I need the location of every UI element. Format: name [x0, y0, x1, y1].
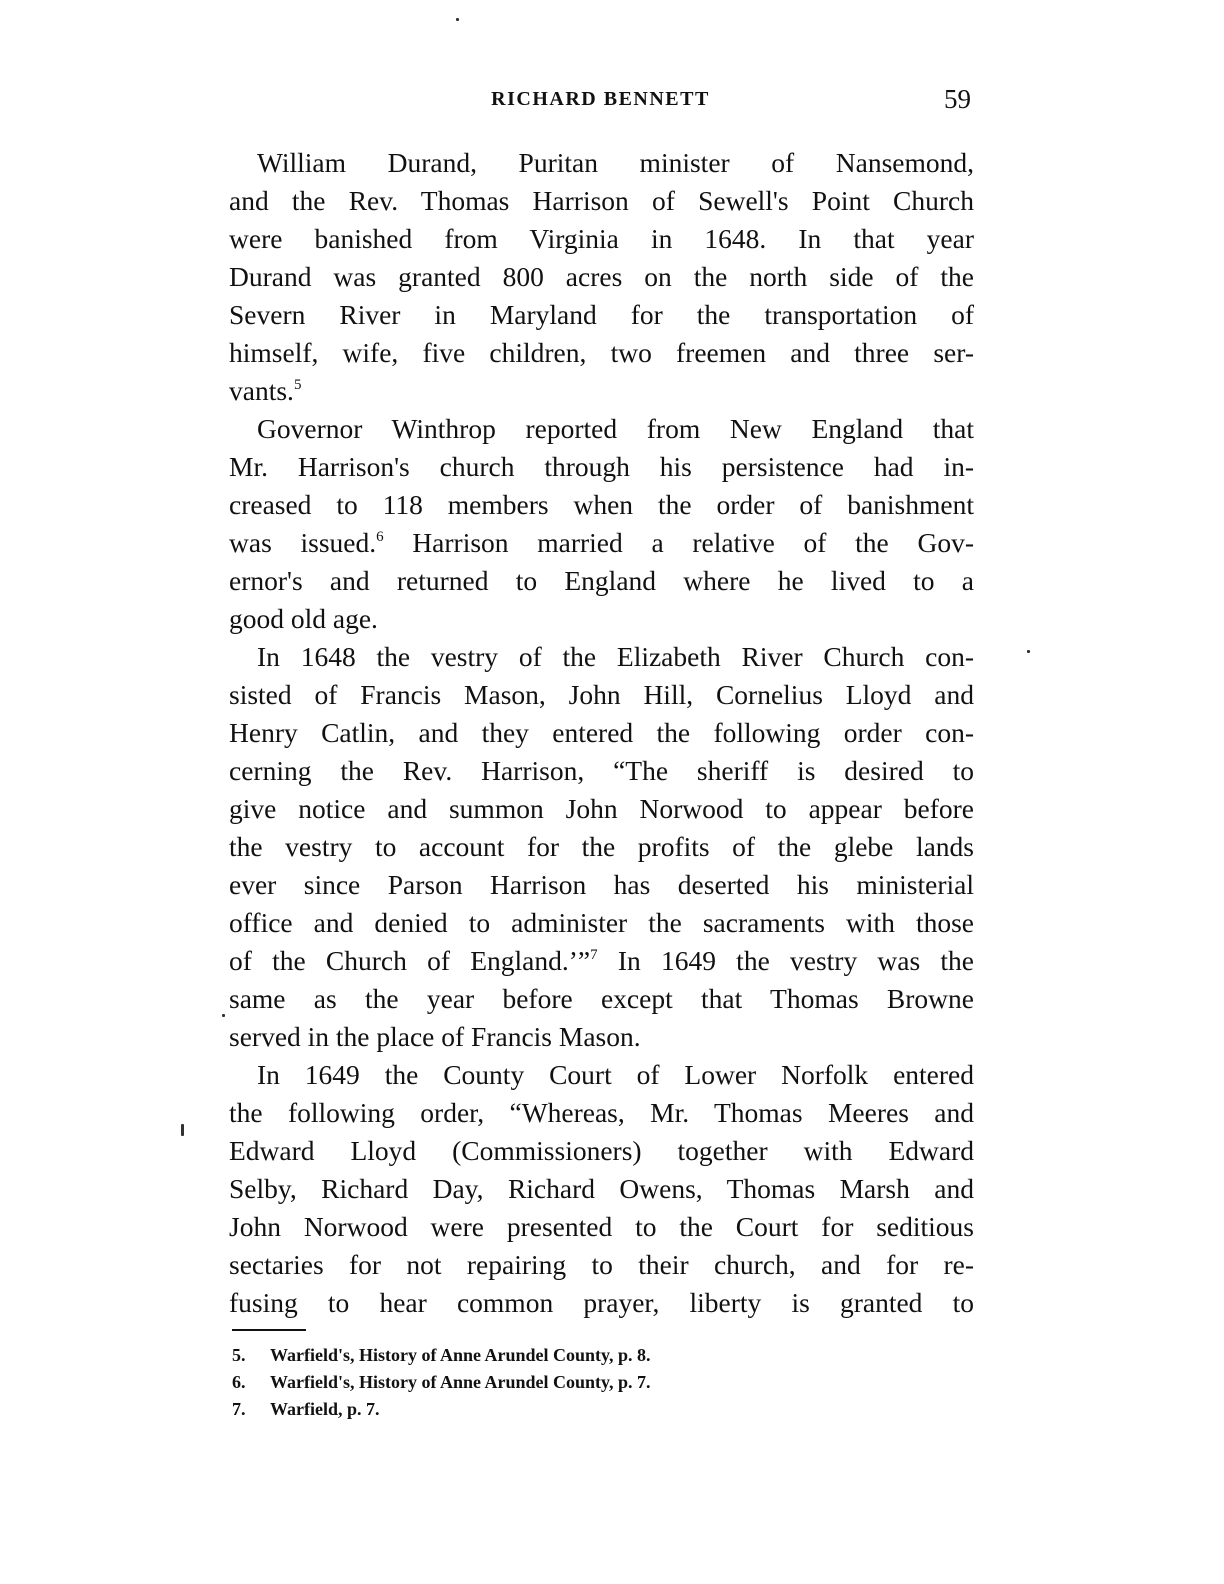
text-line: give notice and summon John Norwood to appear before — [229, 793, 974, 824]
paragraph — [229, 638, 974, 1056]
text-line: Henry Catlin, and they entered the following order con- — [229, 717, 974, 748]
footnote-rule — [232, 1329, 306, 1331]
scan-speck — [456, 18, 459, 21]
footnote-ref: 7 — [590, 947, 598, 963]
text-line: same as the year before except that Thomas Browne — [229, 983, 974, 1014]
text-line: office and denied to administer the sacraments with those — [229, 907, 974, 938]
text-line: Governor Winthrop reported from New England that — [257, 413, 974, 444]
text-line: fusing to hear common prayer, liberty is granted to — [229, 1287, 974, 1318]
footnote-number: 7. — [232, 1399, 246, 1419]
text-run: vants. — [229, 375, 294, 406]
footnote-text: Warfield's, History of Anne Arundel County, p. 8. — [270, 1345, 651, 1365]
footnote — [232, 1342, 932, 1369]
text-line: sectaries for not repairing to their church, and for re- — [229, 1249, 974, 1280]
text-line: Mr. Harrison's church through his persistence had in- — [229, 451, 974, 482]
text-line: creased to 118 members when the order of banishment — [229, 489, 974, 520]
scan-speck — [181, 1124, 184, 1136]
running-title: RICHARD BENNETT — [491, 88, 710, 110]
text-line — [229, 942, 974, 980]
paragraph — [229, 1056, 974, 1322]
text-line: sisted of Francis Mason, John Hill, Cornelius Lloyd and — [229, 679, 974, 710]
footnote — [232, 1369, 932, 1396]
text-line: John Norwood were presented to the Court for seditious — [229, 1211, 974, 1242]
text-run: Harrison married a relative of the Gov- — [383, 527, 974, 558]
footnote — [232, 1396, 932, 1423]
paragraph — [229, 410, 974, 638]
text-line: Selby, Richard Day, Richard Owens, Thomas Marsh and — [229, 1173, 974, 1204]
footnotes — [232, 1342, 932, 1423]
body-text — [229, 144, 974, 1322]
footnote-number: 6. — [232, 1372, 246, 1392]
text-line: Durand was granted 800 acres on the north side of the — [229, 261, 974, 292]
text-line: were banished from Virginia in 1648. In that year — [229, 223, 974, 254]
text-line — [229, 524, 974, 562]
text-run: In 1649 the vestry was the — [597, 945, 974, 976]
text-line: served in the place of Francis Mason. — [229, 1021, 641, 1052]
text-line: the following order, “Whereas, Mr. Thomas Meeres and — [229, 1097, 974, 1128]
page-number: 59 — [944, 84, 971, 114]
text-run: was issued. — [229, 527, 377, 558]
text-line: In 1649 the County Court of Lower Norfolk entered — [257, 1059, 974, 1090]
scan-speck — [1027, 650, 1030, 653]
footnote-ref: 5 — [293, 377, 302, 393]
text-line: ernor's and returned to England where he lived to a — [229, 565, 974, 596]
text-line: Severn River in Maryland for the transportation of — [229, 299, 974, 330]
text-run: of the Church of England.’” — [229, 945, 591, 976]
text-line: and the Rev. Thomas Harrison of Sewell's Point Church — [229, 185, 974, 216]
footnote-number: 5. — [232, 1345, 246, 1365]
footnote-ref: 6 — [376, 529, 384, 545]
text-line: In 1648 the vestry of the Elizabeth River Church con- — [257, 641, 974, 672]
text-line — [229, 372, 974, 410]
footnote-text: Warfield's, History of Anne Arundel County, p. 7. — [270, 1372, 651, 1392]
footnote-text: Warfield, p. 7. — [270, 1399, 380, 1419]
running-head — [228, 84, 973, 118]
text-line: Edward Lloyd (Commissioners) together with Edward — [229, 1135, 974, 1166]
text-line: ever since Parson Harrison has deserted his ministerial — [229, 869, 974, 900]
text-line: cerning the Rev. Harrison, “The sheriff is desired to — [229, 755, 974, 786]
paragraph — [229, 144, 974, 410]
text-line: the vestry to account for the profits of the glebe lands — [229, 831, 974, 862]
text-line: good old age. — [229, 603, 378, 634]
text-line: William Durand, Puritan minister of Nansemond, — [257, 147, 974, 178]
scan-speck — [222, 1014, 225, 1017]
text-line: himself, wife, five children, two freemen and three ser- — [229, 337, 974, 368]
